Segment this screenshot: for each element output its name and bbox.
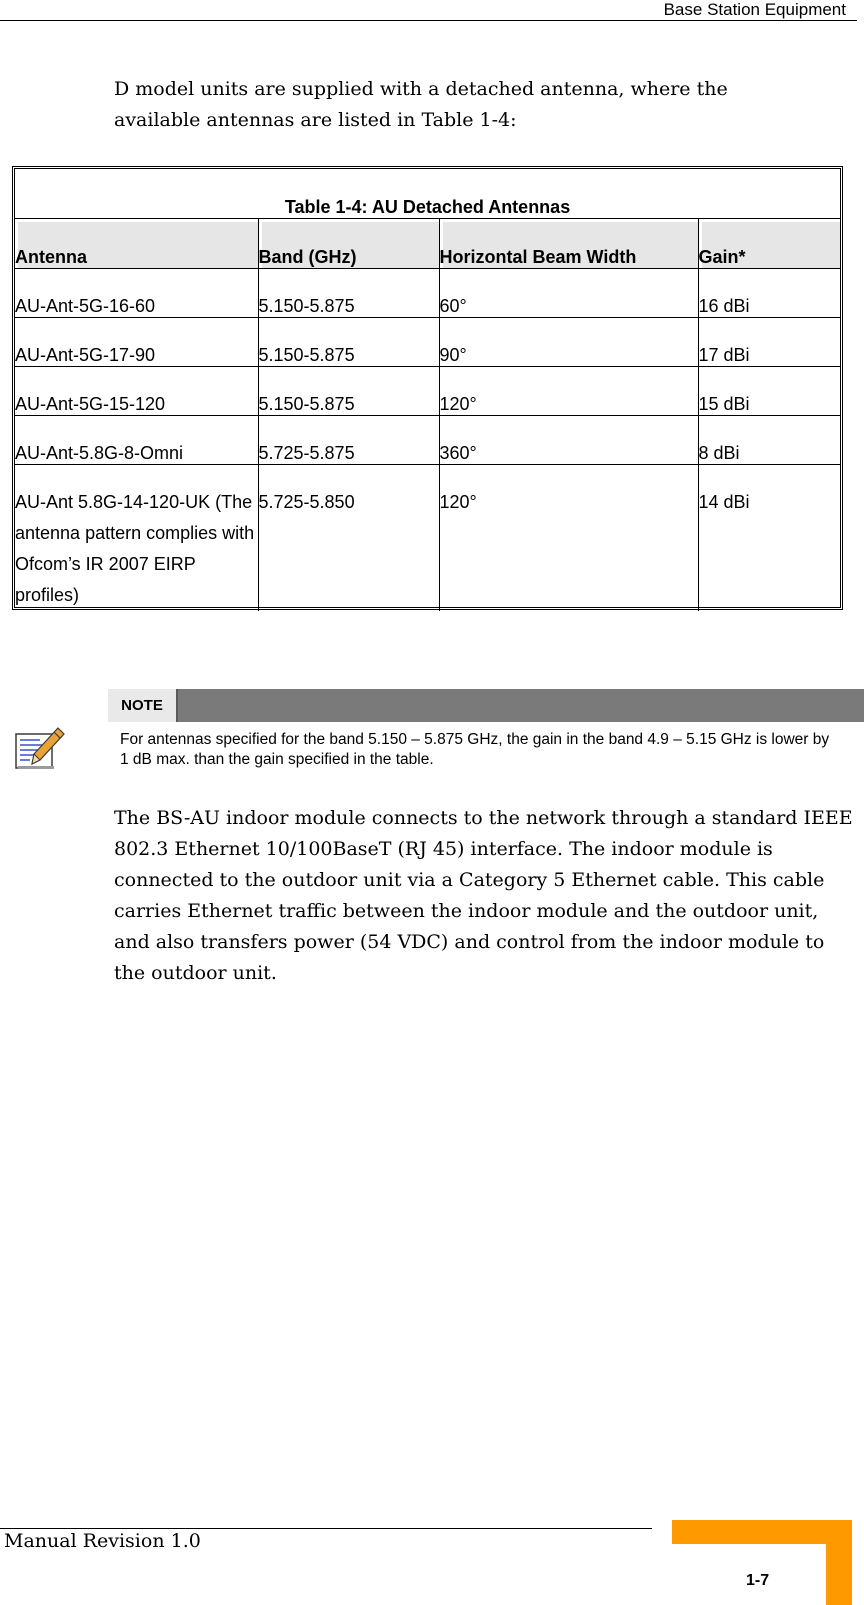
body-paragraph: The BS-AU indoor module connects to the network through a standard IEEE 802.3 Ethernet 10/100BaseT (RJ 45) interface. The indoor module is connected to the outdoor unit via a Category 5 Ethernet cable. This cable carries Ethernet traffic between the indoor module and the outdoor unit, and also transfers power (54 VDC) and control from the indoor module to the outdoor unit. <box>114 807 853 984</box>
cell-antenna: AU-Ant-5.8G-8-Omni <box>15 416 258 465</box>
cell-antenna: AU-Ant 5.8G-14-120-UK (The antenna pattern complies with Ofcom’s IR 2007 EIRP profiles) <box>15 465 258 612</box>
cell-beam-width: 90° <box>439 318 698 367</box>
table-row <box>15 367 840 416</box>
note-text: For antennas specified for the band 5.150 – 5.875 GHz, the gain in the band 4.9 – 5.15 GHz is lower by 1 dB max. than the gain specified in the table. <box>120 731 830 768</box>
cell-gain: 15 dBi <box>698 367 840 416</box>
cell-beam-width: 120° <box>439 367 698 416</box>
page-tab-side <box>826 1520 852 1605</box>
table-caption: Table 1-4: AU Detached Antennas <box>15 169 840 219</box>
cell-antenna: AU-Ant-5G-17-90 <box>15 318 258 367</box>
antenna-table-frame <box>12 166 843 610</box>
header-rule <box>0 20 857 21</box>
page-header-title: Base Station Equipment <box>663 0 846 19</box>
cell-gain: 17 dBi <box>698 318 840 367</box>
cell-band: 5.725-5.875 <box>258 416 439 465</box>
table-row <box>15 416 840 465</box>
cell-beam-width: 120° <box>439 465 698 612</box>
footer-rule <box>0 1528 652 1529</box>
cell-band: 5.150-5.875 <box>258 318 439 367</box>
cell-band: 5.150-5.875 <box>258 269 439 318</box>
cell-gain: 8 dBi <box>698 416 840 465</box>
cell-beam-width: 60° <box>439 269 698 318</box>
table-row <box>15 269 840 318</box>
note-pencil-icon <box>14 726 66 772</box>
cell-gain: 16 dBi <box>698 269 840 318</box>
column-header-antenna: Antenna <box>15 219 258 269</box>
cell-band: 5.725-5.850 <box>258 465 439 612</box>
page-tab-top <box>672 1520 852 1544</box>
note-label: NOTE <box>108 689 178 722</box>
table-row <box>15 465 840 612</box>
cell-band: 5.150-5.875 <box>258 367 439 416</box>
antenna-table <box>15 169 840 611</box>
cell-antenna: AU-Ant-5G-15-120 <box>15 367 258 416</box>
footer-revision: Manual Revision 1.0 <box>4 1530 201 1552</box>
cell-antenna: AU-Ant-5G-16-60 <box>15 269 258 318</box>
column-header-gain: Gain* <box>698 219 840 269</box>
cell-beam-width: 360° <box>439 416 698 465</box>
column-header-beam-width: Horizontal Beam Width <box>439 219 698 269</box>
page-number: 1-7 <box>746 1572 770 1589</box>
cell-gain: 14 dBi <box>698 492 750 512</box>
note-bar <box>108 689 864 722</box>
intro-paragraph: D model units are supplied with a detached antenna, where the available antennas are listed in Table 1-4: <box>114 78 728 131</box>
table-row <box>15 318 840 367</box>
column-header-band: Band (GHz) <box>258 219 439 269</box>
